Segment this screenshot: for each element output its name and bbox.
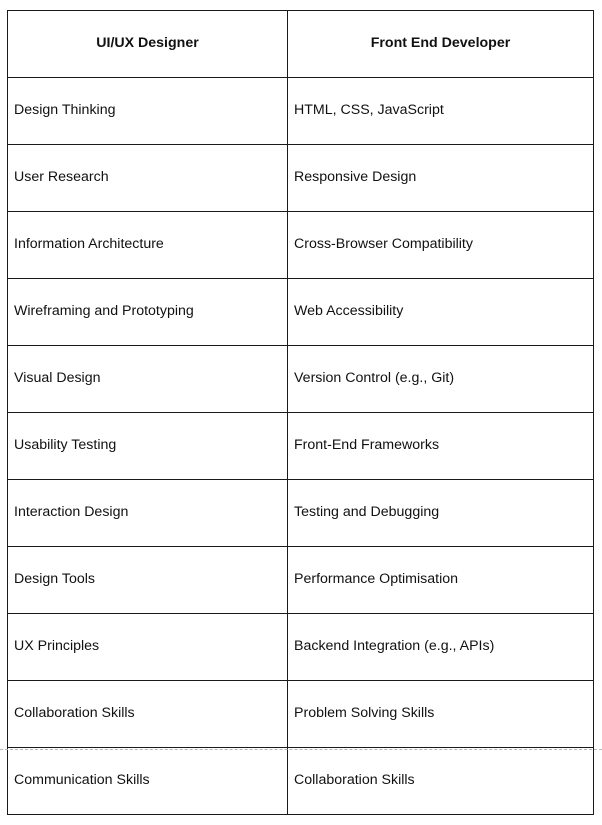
ui-ux-skill-cell: UX Principles — [8, 614, 288, 681]
front-end-skill-cell: Collaboration Skills — [288, 748, 594, 815]
front-end-skill-cell: Performance Optimisation — [288, 547, 594, 614]
front-end-skill-cell: Testing and Debugging — [288, 480, 594, 547]
ui-ux-skill-cell: User Research — [8, 145, 288, 212]
ui-ux-skill-cell: Design Tools — [8, 547, 288, 614]
table-row — [8, 279, 594, 346]
table-row — [8, 413, 594, 480]
header-row — [8, 11, 594, 78]
ui-ux-skill-cell: Design Thinking — [8, 78, 288, 145]
header-front-end-developer: Front End Developer — [288, 11, 594, 78]
front-end-skill-cell: Responsive Design — [288, 145, 594, 212]
front-end-skill-cell: Web Accessibility — [288, 279, 594, 346]
ui-ux-skill-cell: Communication Skills — [8, 748, 288, 815]
header-ui-ux-designer: UI/UX Designer — [8, 11, 288, 78]
front-end-skill-cell: Front-End Frameworks — [288, 413, 594, 480]
table-row — [8, 212, 594, 279]
front-end-skill-cell: Version Control (e.g., Git) — [288, 346, 594, 413]
table-row — [8, 78, 594, 145]
table-row — [8, 681, 594, 748]
table-row — [8, 346, 594, 413]
front-end-skill-cell: Cross-Browser Compatibility — [288, 212, 594, 279]
ui-ux-skill-cell: Usability Testing — [8, 413, 288, 480]
table-row — [8, 748, 594, 815]
ui-ux-skill-cell: Information Architecture — [8, 212, 288, 279]
front-end-skill-cell: Problem Solving Skills — [288, 681, 594, 748]
ui-ux-skill-cell: Interaction Design — [8, 480, 288, 547]
front-end-skill-cell: HTML, CSS, JavaScript — [288, 78, 594, 145]
table-row — [8, 480, 594, 547]
ui-ux-skill-cell: Wireframing and Prototyping — [8, 279, 288, 346]
ui-ux-skill-cell: Collaboration Skills — [8, 681, 288, 748]
page-break-line — [0, 749, 602, 750]
skills-comparison-table — [7, 10, 594, 815]
table-body — [8, 78, 594, 815]
table-row — [8, 145, 594, 212]
table-header — [8, 11, 594, 78]
ui-ux-skill-cell: Visual Design — [8, 346, 288, 413]
table-row — [8, 614, 594, 681]
front-end-skill-cell: Backend Integration (e.g., APIs) — [288, 614, 594, 681]
table-row — [8, 547, 594, 614]
